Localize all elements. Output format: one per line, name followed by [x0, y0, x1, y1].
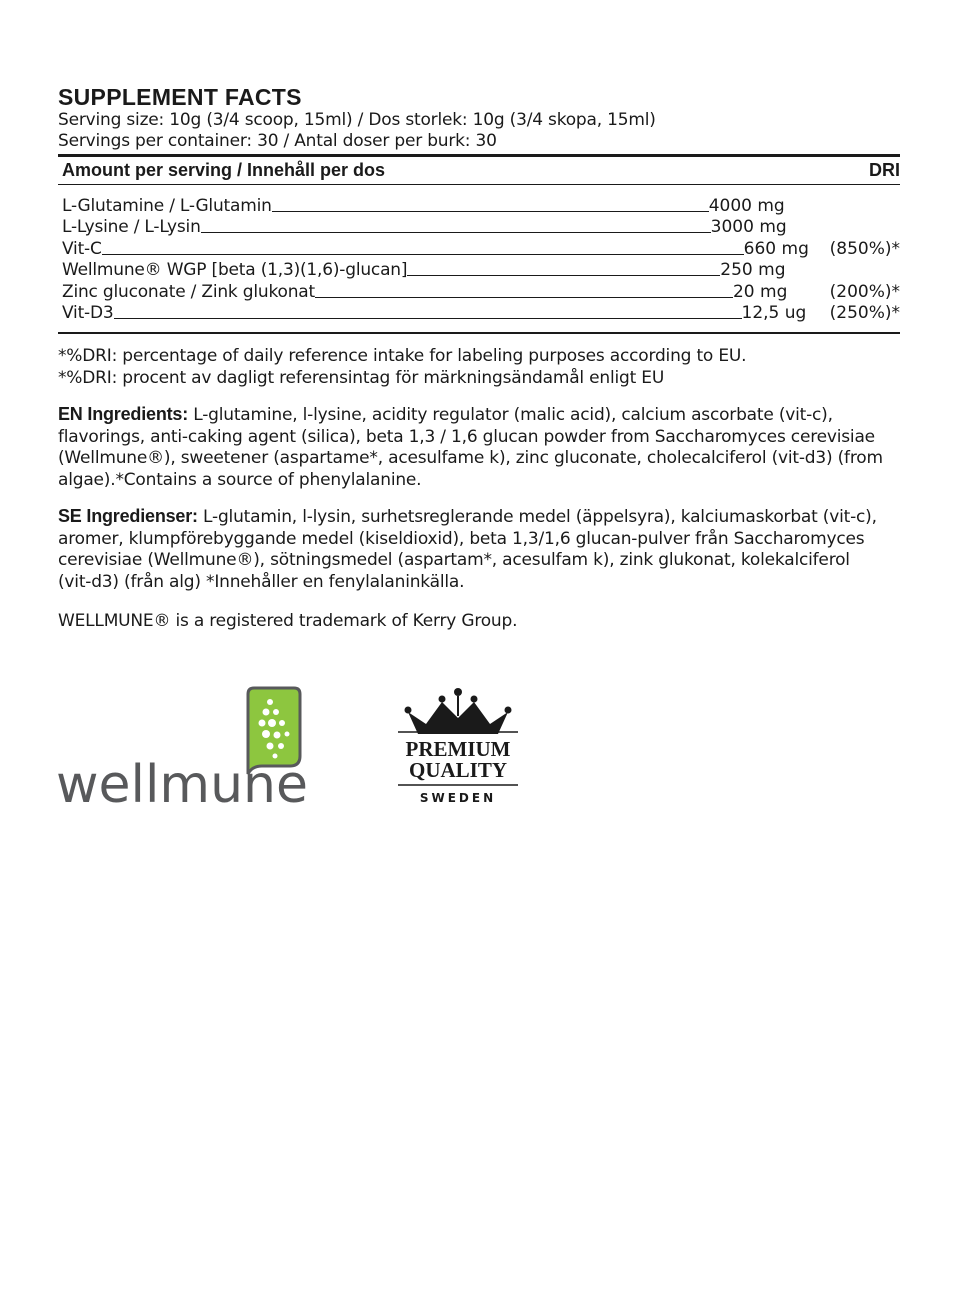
servings-per-container: Servings per container: 30 / Antal doser per burk: 30	[58, 131, 497, 151]
sweden-text: SWEDEN	[419, 791, 497, 805]
premium-quality-logo	[396, 686, 520, 808]
ingredients-en-label: EN Ingredients:	[58, 404, 189, 424]
amount-header: Amount per serving / Innehåll per dos	[62, 160, 386, 180]
table-row	[62, 302, 900, 324]
nutrient-dri: (200%)*	[829, 281, 900, 302]
supplement-facts-panel	[58, 84, 900, 633]
leader-line	[114, 318, 742, 319]
serving-size: Serving size: 10g (3/4 scoop, 15ml) / Dos storlek: 10g (3/4 skopa, 15ml)	[58, 110, 656, 130]
table-header	[58, 157, 900, 184]
wellmune-logo	[56, 686, 306, 806]
nutrient-amount: 3000 mg	[710, 217, 787, 237]
premium-text: PREMIUM	[405, 737, 511, 761]
nutrient-amount: 660 mg	[743, 238, 809, 259]
leader-line	[201, 232, 711, 233]
ingredients-se-text: L-glutamin, l-lysin, surhetsreglerande medel (äppelsyra), kalciumaskorbat (vit-c), aromer, klumpförebyggande medel (kiseldioxid), beta 1,3/1,6 glucan-pulver från Saccharomyces cerevisiae (Wellmune®), sötningsmedel (aspartam*, acesulfam k), zink glukonat, kolekalciferol (vit-d3) (från alg) *Innehåller en fenylalaninkälla.	[58, 507, 877, 592]
dri-notes	[58, 346, 900, 389]
leader-line	[315, 297, 733, 298]
table-row	[62, 237, 900, 259]
page-title: SUPPLEMENT FACTS	[58, 84, 302, 110]
nutrient-dri: (250%)*	[829, 303, 900, 323]
premium-quality-graphic	[396, 686, 520, 808]
leader-line	[272, 211, 709, 212]
nutrient-dri: (850%)*	[829, 238, 900, 259]
table-row	[62, 259, 900, 281]
wellmune-logo-graphic	[56, 686, 306, 806]
nutrient-name: Zinc gluconate / Zink glukonat	[62, 281, 315, 302]
wellmune-wordmark: wellmune	[56, 755, 306, 806]
ingredients-se	[58, 506, 888, 593]
leader-line	[407, 275, 720, 276]
nutrient-name: Wellmune® WGP [beta (1,3)(1,6)-glucan]	[62, 260, 408, 280]
leader-line	[102, 254, 744, 255]
quality-text: QUALITY	[408, 758, 508, 782]
nutrient-amount: 4000 mg	[708, 195, 785, 216]
trademark-note: WELLMUNE® is a registered trademark of Kerry Group.	[58, 611, 518, 631]
crown-icon	[405, 688, 512, 734]
nutrient-list	[58, 185, 900, 332]
dri-header: DRI	[869, 160, 900, 180]
divider-bottom	[58, 332, 900, 334]
nutrient-name: L-Glutamine / L-Glutamin	[62, 195, 272, 216]
nutrient-name: Vit-C	[62, 238, 102, 259]
dri-note-se: *%DRI: procent av dagligt referensintag för märkningsändamål enligt EU	[58, 367, 665, 388]
ingredients-en	[58, 404, 888, 491]
table-row	[62, 216, 900, 238]
table-row	[62, 194, 900, 216]
nutrient-name: Vit-D3	[62, 303, 114, 323]
nutrient-amount: 20 mg	[732, 281, 788, 302]
dri-note-en: *%DRI: percentage of daily reference intake for labeling purposes according to EU.	[58, 346, 747, 366]
ingredients-en-text: L-glutamine, l-lysine, acidity regulator (malic acid), calcium ascorbate (vit-c), flavorings, anti-caking agent (silica), beta 1,3 / 1,6 glucan powder from Saccharomyces cerevisiae (Wellmune®), sweetener (aspartame*, acesulfame k), zinc gluconate, cholecalciferol (vit-d3) (from algae).*Contains a source of phenylalanine.	[58, 405, 883, 490]
nutrient-amount: 12,5 ug	[741, 303, 807, 323]
nutrient-amount: 250 mg	[720, 260, 786, 280]
table-row	[62, 280, 900, 302]
nutrient-name: L-Lysine / L-Lysin	[62, 217, 201, 237]
ingredients-se-label: SE Ingredienser:	[58, 506, 198, 526]
